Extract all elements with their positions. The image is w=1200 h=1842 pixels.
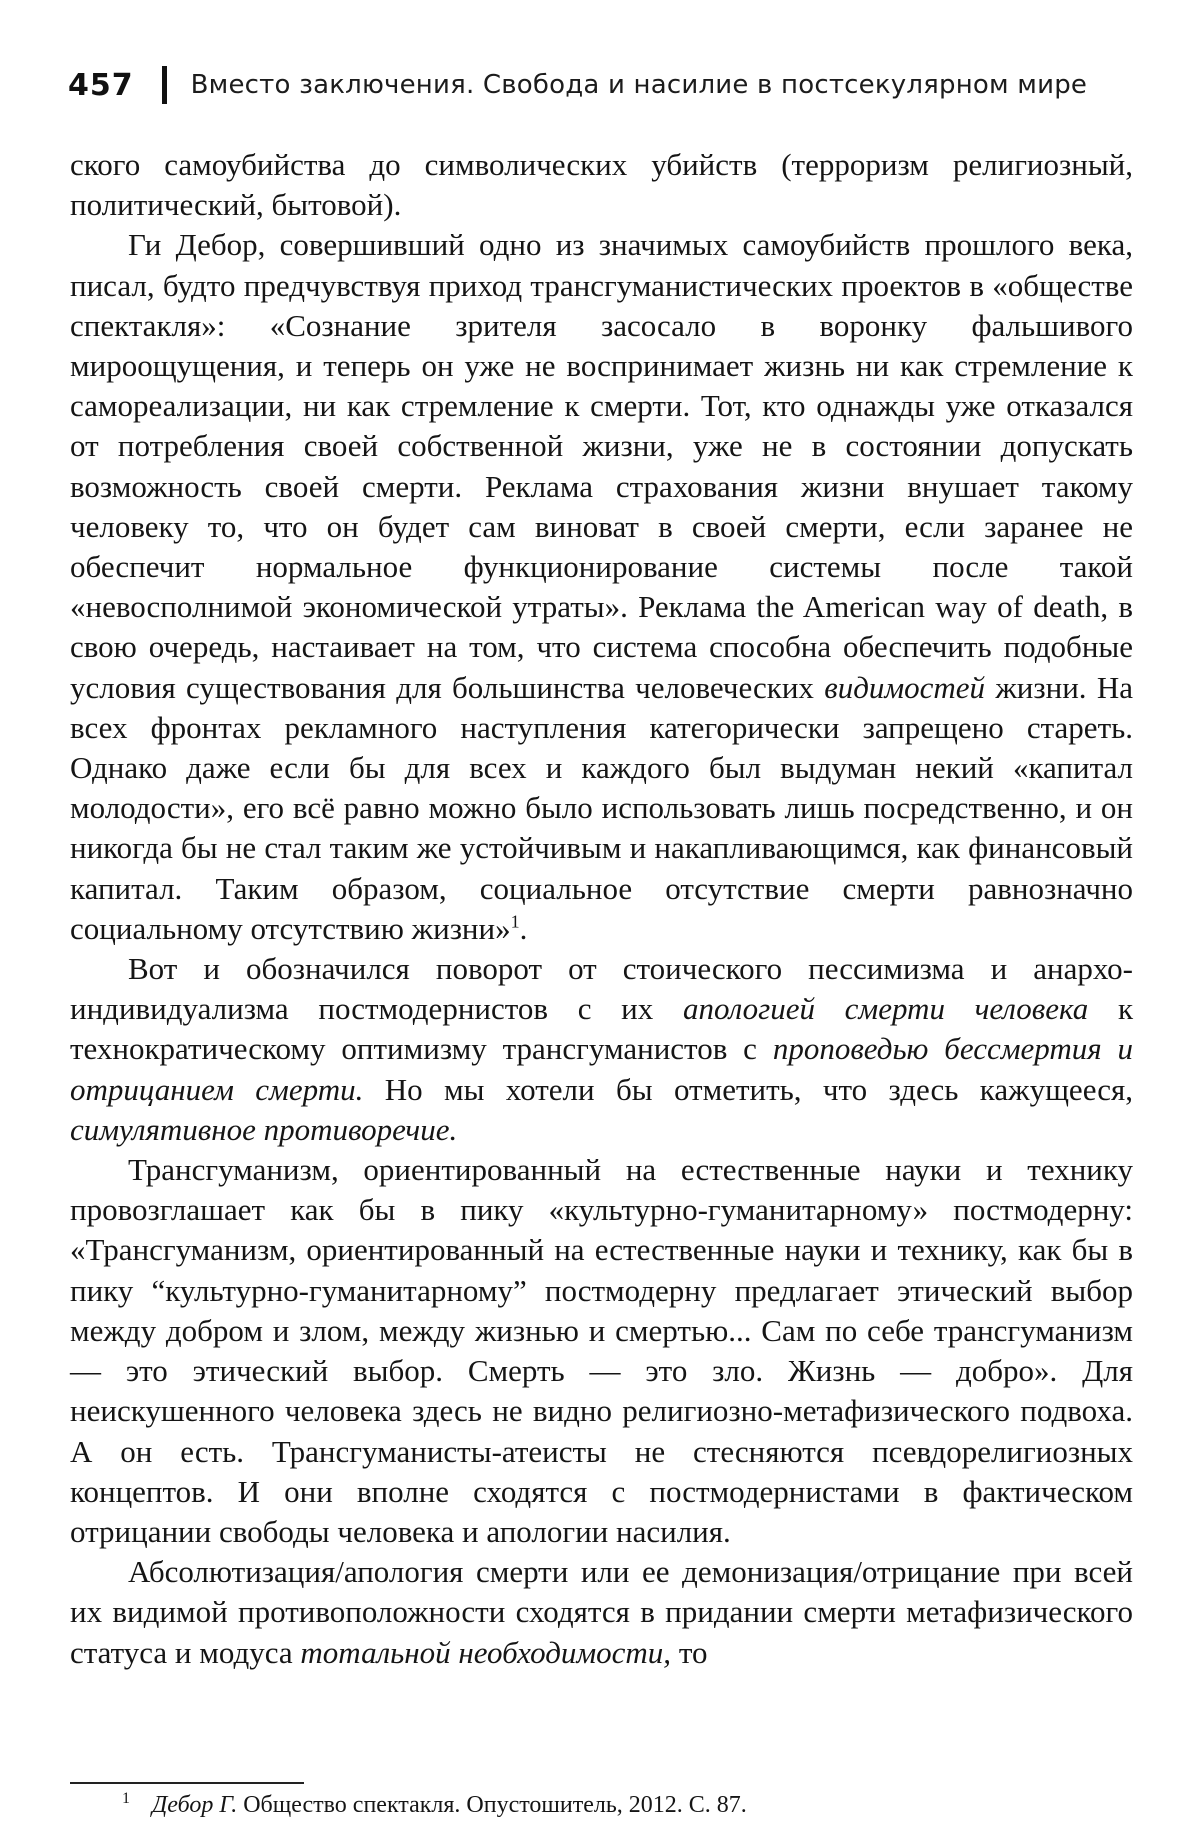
italic-emphasis: апологией смерти человека: [682, 991, 1089, 1027]
page-number: 457: [68, 67, 134, 103]
footnote-author: Дебор Г.: [152, 1792, 238, 1818]
italic-emphasis: симулятивное противоречие.: [70, 1111, 458, 1147]
footnote-reference: 1: [510, 911, 520, 932]
paragraph-debord-quote: [70, 225, 1133, 949]
italic-emphasis: тотальной необходимости,: [300, 1634, 672, 1670]
paragraph-text: Абсолютизация/апология смерти или ее демонизация/отрицание при всей их видимой противоположности сходятся в придании смерти метафизического статуса и модуса: [70, 1554, 1133, 1670]
paragraph-text: Ги Дебор, совершивший одно из значимых самоубийств прошлого века, писал, будто предчувствуя приход трансгуманистических проектов в «обществе спектакля»: «Сознание зрителя засосало в воронку фальшивого мироощущения, и теперь он уже не воспринимает жизнь ни как стремление к самореализации, ни как стремление к смерти. Тот, кто однажды уже отказался от потребления своей собственной жизни, уже не в состоянии допускать возможность своей смерти. Реклама страхования жизни внушает такому человеку то, что он будет сам виноват в своей смерти, если заранее не обеспечит нормальное функционирование системы после такой «невосполнимой экономической утраты». Реклама the American way of death, в свою очередь, настаивает на том, что система способна обеспечить подобные условия существования для большинства человеческих: [70, 227, 1133, 705]
paragraph-text: ского самоубийства до символических убийств (терроризм религиозный, политический, бытовой).: [70, 147, 1133, 223]
footnote: [70, 1790, 1133, 1820]
italic-emphasis: проповедью бессмертия и отрицанием смерти.: [70, 1031, 1134, 1107]
italic-emphasis: видимостей: [824, 669, 986, 705]
paragraph-text: Но мы хотели бы отметить, что здесь кажущееся,: [384, 1071, 1133, 1107]
running-title: Вместо заключения. Свобода и насилие в постсекулярном мире: [190, 70, 1088, 100]
paragraph-text: Вот и обозначился поворот от стоического пессимизма и анархо-индивидуализма постмодернистов с их: [70, 951, 1133, 1027]
paragraph-text: .: [519, 910, 528, 946]
header-divider: [162, 66, 167, 104]
paragraph-text: жизни. На всех фронтах рекламного наступления категорически запрещено стареть. Однако даже если бы для всех и каждого был выдуман некий «капитал молодости», его всё равно можно было использовать лишь посредственно, и он никогда бы не стал таким же устойчивым и накапливающимся, как финансовый капитал. Таким образом, социальное отсутствие смерти равнозначно социальному отсутствию жизни»: [70, 669, 1133, 946]
footnote-divider: [70, 1782, 304, 1784]
paragraph-text: то: [678, 1634, 708, 1670]
paragraph-turn: [70, 949, 1133, 1150]
paragraph-continuation: [70, 145, 1133, 225]
footnote-marker: 1: [122, 1790, 130, 1807]
paragraph-absolutization: [70, 1552, 1133, 1673]
paragraph-text: Трансгуманизм, ориентированный на естественные науки и технику провозглашает как бы в пику «культурно-гуманитарному» постмодерну: «Трансгуманизм, ориентированный на естественные науки и технику, как бы в пику “культурно-гуманитарному” постмодерну предлагает этический выбор между добром и злом, между жизнью и смертью... Сам по себе трансгуманизм — это этический выбор. Смерть — это зло. Жизнь — добро». Для неискушенного человека здесь не видно религиозно-метафизического подвоха. А он есть. Трансгуманисты-атеисты не стесняются псевдорелигиозных концептов. И они вполне сходятся с постмодернистами в фактическом отрицании свободы человека и апологии насилия.: [70, 1152, 1133, 1549]
running-header: [68, 60, 1148, 110]
paragraph-transhumanism: [70, 1150, 1133, 1552]
footnote-text: Общество спектакля. Опустошитель, 2012. С. 87.: [243, 1792, 747, 1818]
main-text: [70, 145, 1133, 1673]
paragraph-text: к технократическому оптимизму трансгуманистов с: [70, 991, 1134, 1067]
